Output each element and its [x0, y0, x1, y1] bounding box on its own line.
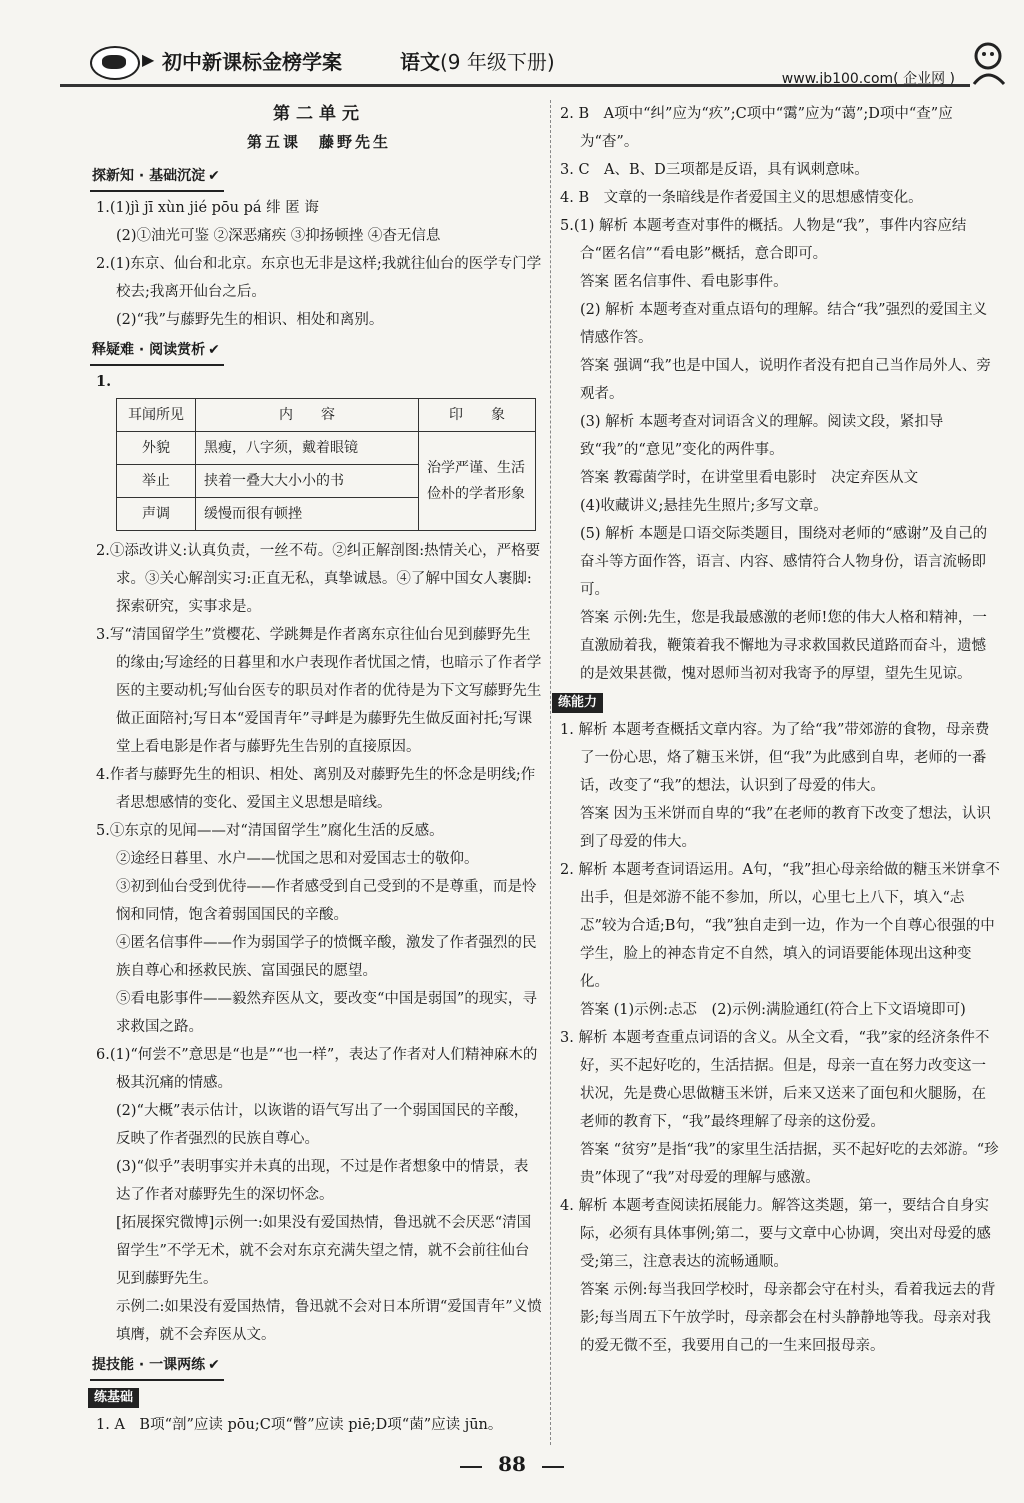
table-header-cell: 印 象: [419, 399, 536, 432]
series-title: 初中新课标金榜学案: [162, 50, 342, 74]
page-header: [60, 40, 1010, 90]
section-label: 探新知 · 基础沉淀: [92, 168, 206, 184]
section-label: 提技能 · 一课两练: [92, 1357, 206, 1373]
practice-basics-label: 练基础: [88, 1388, 139, 1408]
url-note: ( 企业网 ): [893, 71, 955, 87]
ability-answer-3: 3. 解析 本题考查重点词语的含义。从全文看，“我”家的经济条件不好，买不起好吃的，生活拮据。但是，母亲一直在努力改变这一状况，先是费心思做糖玉米饼，后来又送来了面包和火腿肠，在老师的教育下，“我”最终理解了母亲的这份爱。: [560, 1030, 990, 1130]
basics-answer-4: 4. B 文章的一条暗线是作者爱国主义的思想感情变化。: [560, 190, 923, 206]
ability-answer-1-key: 答案 因为玉米饼而自卑的“我”在老师的教育下改变了想法，认识到了母爱的伟大。: [580, 806, 991, 850]
grade-label: (9 年级下册): [440, 50, 555, 74]
basics-answer-5-3-key: 答案 教霉菌学时，在讲堂里看电影时 决定弃医从文: [580, 470, 919, 486]
header-rule: [60, 84, 970, 87]
extension-example-1: [拓展探究微博]示例一:如果没有爱国热情，鲁迅就不会厌恶“清国留学生”不学无术，就不会对东京充满失望之情，就不会前往仙台见到藤野先生。: [116, 1215, 532, 1287]
basics-answer-5-2: (2) 解析 本题考查对重点语句的理解。结合“我”强烈的爱国主义情感作答。: [580, 302, 988, 346]
url-text: www.jb100.com: [781, 71, 894, 87]
ability-answer-2: 2. 解析 本题考查词语运用。A句，“我”担心母亲给做的糖玉米饼拿不出手，但是郊游不能不参加，所以，心里七上八下，填入“忐忑”较为合适;B句，“我”独自走到一边，作为一个自尊心很强的中学生，脸上的神态肯定不自然，填入的词语要能体现出这种变化。: [560, 862, 1000, 990]
right-column: [560, 100, 1000, 1360]
answer-2-2: (2)“我”与藤野先生的相识、相处和离别。: [116, 312, 384, 328]
basics-answer-5-5-key: 答案 示例:先生，您是我最感激的老师!您的伟大人格和精神，一直激励着我，鞭策着我不懈地为寻求救国救民道路而奋斗，遗憾的是效果甚微，愧对恩师当初对我寄予的厚望，望先生见谅。: [580, 610, 987, 682]
ability-answer-3-key: 答案 “贫穷”是指“我”的家里生活拮据，买不起好吃的去郊游。“珍贵”体现了“我”对母爱的理解与感激。: [580, 1142, 999, 1186]
answer-6-3: (3)“似乎”表明事实并未真的出现，不过是作者想象中的情景，表达了作者对藤野先生的深切怀念。: [116, 1159, 529, 1203]
check-circle-icon: ✔: [208, 342, 220, 358]
answer-1-1: 1.(1)jì jī xùn jié pōu pá 绯 匿 诲: [96, 200, 319, 216]
basics-answer-2: 2. B A项中“纠”应为“疚”;C项中“霭”应为“蔼”;D项中“查”应为“杳”。: [560, 106, 953, 150]
subject-name: 语文: [400, 50, 440, 74]
section-heading-skills: [90, 1351, 224, 1381]
section-heading-reading: [90, 336, 224, 366]
check-circle-icon: ✔: [208, 1357, 220, 1373]
table-cell-category: 举止: [117, 465, 196, 498]
basics-answer-5-1: 5.(1) 解析 本题考查对事件的概括。人物是“我”，事件内容应结合“匿名信”“看电影”概括，意合即可。: [560, 218, 967, 262]
table-cell-content: 挟着一叠大大小小的书: [196, 465, 419, 498]
check-circle-icon: ✔: [208, 168, 220, 184]
table-cell-content: 黑瘦，八字须，戴着眼镜: [196, 432, 419, 465]
page-number: 88: [440, 1452, 584, 1476]
ability-answer-1: 1. 解析 本题考查概括文章内容。为了给“我”带郊游的食物，母亲费了一份心思，烙了糖玉米饼，但“我”为此感到自卑，老师的一番话，改变了“我”的想法，认识到了母爱的伟大。: [560, 722, 990, 794]
ability-answer-2-key: 答案 (1)示例:忐忑 (2)示例:满脸通红(符合上下文语境即可): [580, 1002, 966, 1018]
basics-answer-5-3: (3) 解析 本题考查对词语含义的理解。阅读文段，紧扣导致“我”的“意见”变化的两件事。: [580, 414, 944, 458]
answer-6-1: 6.(1)“何尝不”意思是“也是”“也一样”，表达了作者对人们精神麻木的极其沉痛的情感。: [96, 1047, 538, 1091]
basics-answer-5-5: (5) 解析 本题是口语交际类题目，围绕对老师的“感谢”及自己的奋斗等方面作答，语言、内容、感情符合人物身份，语言流畅即可。: [580, 526, 988, 598]
extension-example-2: 示例二:如果没有爱国热情，鲁迅就不会对日本所谓“爱国青年”义愤填膺，就不会弃医从文。: [116, 1299, 542, 1343]
question-number: 1.: [96, 373, 112, 390]
basics-answer-5-2-key: 答案 强调“我”也是中国人，说明作者没有把自己当作局外人、旁观者。: [580, 358, 991, 402]
table-row: [117, 432, 536, 465]
lesson-title: 第五课 藤野先生: [246, 133, 391, 151]
left-column: [92, 100, 542, 1439]
section-label: 释疑难 · 阅读赏析: [92, 342, 206, 358]
answer-6-2: (2)“大概”表示估计，以诙谐的语气写出了一个弱国国民的辛酸，反映了作者强烈的民族自尊心。: [116, 1103, 529, 1147]
basics-answer-3: 3. C A、B、D三项都是反语，具有讽刺意味。: [560, 162, 869, 178]
mascot-icon: [966, 40, 1010, 90]
brand-logo-icon: [90, 46, 140, 80]
answer-4: 4.作者与藤野先生的相识、相处、离别及对藤野先生的怀念是明线;作者思想感情的变化、爱国主义思想是暗线。: [96, 767, 536, 811]
table-cell-content: 缓慢而很有顿挫: [196, 498, 419, 531]
answer-5-4: ④匿名信事件——作为弱国学子的愤慨辛酸，激发了作者强烈的民族自尊心和拯救民族、富国强民的愿望。: [116, 935, 537, 979]
column-divider: [550, 100, 551, 1445]
answer-2-1: 2.(1)东京、仙台和北京。东京也无非是这样;我就往仙台的医学专门学校去;我离开仙台之后。: [96, 256, 542, 300]
table-cell-category: 声调: [117, 498, 196, 531]
section-heading-basics: [90, 162, 224, 192]
answer-5-2: ②途经日暮里、水户——忧国之思和对爱国志士的敬仰。: [116, 851, 479, 867]
answer-5-1: 5.①东京的见闻——对“清国留学生”腐化生活的反感。: [96, 823, 444, 839]
answer-5-3: ③初到仙台受到优待——作者感受到自己受到的不是尊重，而是怜悯和同情，饱含着弱国国民的辛酸。: [116, 879, 537, 923]
answer-2: 2.①添改讲义:认真负责，一丝不苟。②纠正解剖图:热情关心，严格要求。③关心解剖实习:正直无私，真挚诚恳。④了解中国女人裹脚:探索研究，实事求是。: [96, 543, 541, 615]
table-header-row: [117, 399, 536, 432]
subject-title: [400, 46, 555, 75]
table-header-cell: 耳闻所见: [117, 399, 196, 432]
observation-table: [116, 398, 536, 531]
answer-3: 3.写“清国留学生”赏樱花、学跳舞是作者离东京往仙台见到藤野先生的缘由;写途经的日暮里和水户表现作者忧国之情，也暗示了作者学医的主要动机;写仙台医专的职员对作者的优待是为下文写藤野先生做正面陪衬;写日本“爱国青年”寻衅是为藤野先生做反面衬托;写课堂上看电影是作者与藤野先生告别的直接原因。: [96, 627, 542, 755]
answer-1-2: (2)①油光可鉴 ②深恶痛疾 ③抑扬顿挫 ④杳无信息: [116, 228, 441, 244]
unit-title: 第二单元: [273, 104, 365, 124]
play-arrow-icon: ▶: [142, 50, 155, 69]
practice-ability-label: 练能力: [552, 693, 603, 713]
basics-answer-5-4: (4)收藏讲义;悬挂先生照片;多写文章。: [580, 498, 828, 514]
table-header-cell: 内 容: [196, 399, 419, 432]
ability-answer-4: 4. 解析 本题考查阅读拓展能力。解答这类题，第一，要结合自身实际，必须有具体事例;第二，要与文章中心协调，突出对母爱的感受;第三，注意表达的流畅通顺。: [560, 1198, 991, 1270]
ability-answer-4-key: 答案 示例:每当我回学校时，母亲都会守在村头，看着我远去的背影;每当周五下午放学时，母亲都会在村头静静地等我。母亲对我的爱无微不至，我要用自己的一生来回报母亲。: [580, 1282, 996, 1354]
answer-5-5: ⑤看电影事件——毅然弃医从文，要改变“中国是弱国”的现实，寻求救国之路。: [116, 991, 537, 1035]
basics-answer-5-1-key: 答案 匿名信事件、看电影事件。: [580, 274, 788, 290]
table-cell-category: 外貌: [117, 432, 196, 465]
basics-answer-1: 1. A B项“剖”应读 pōu;C项“瞥”应读 piē;D项“菌”应读 jūn。: [96, 1417, 503, 1433]
table-cell-impression: 治学严谨、生活俭朴的学者形象: [419, 432, 536, 531]
